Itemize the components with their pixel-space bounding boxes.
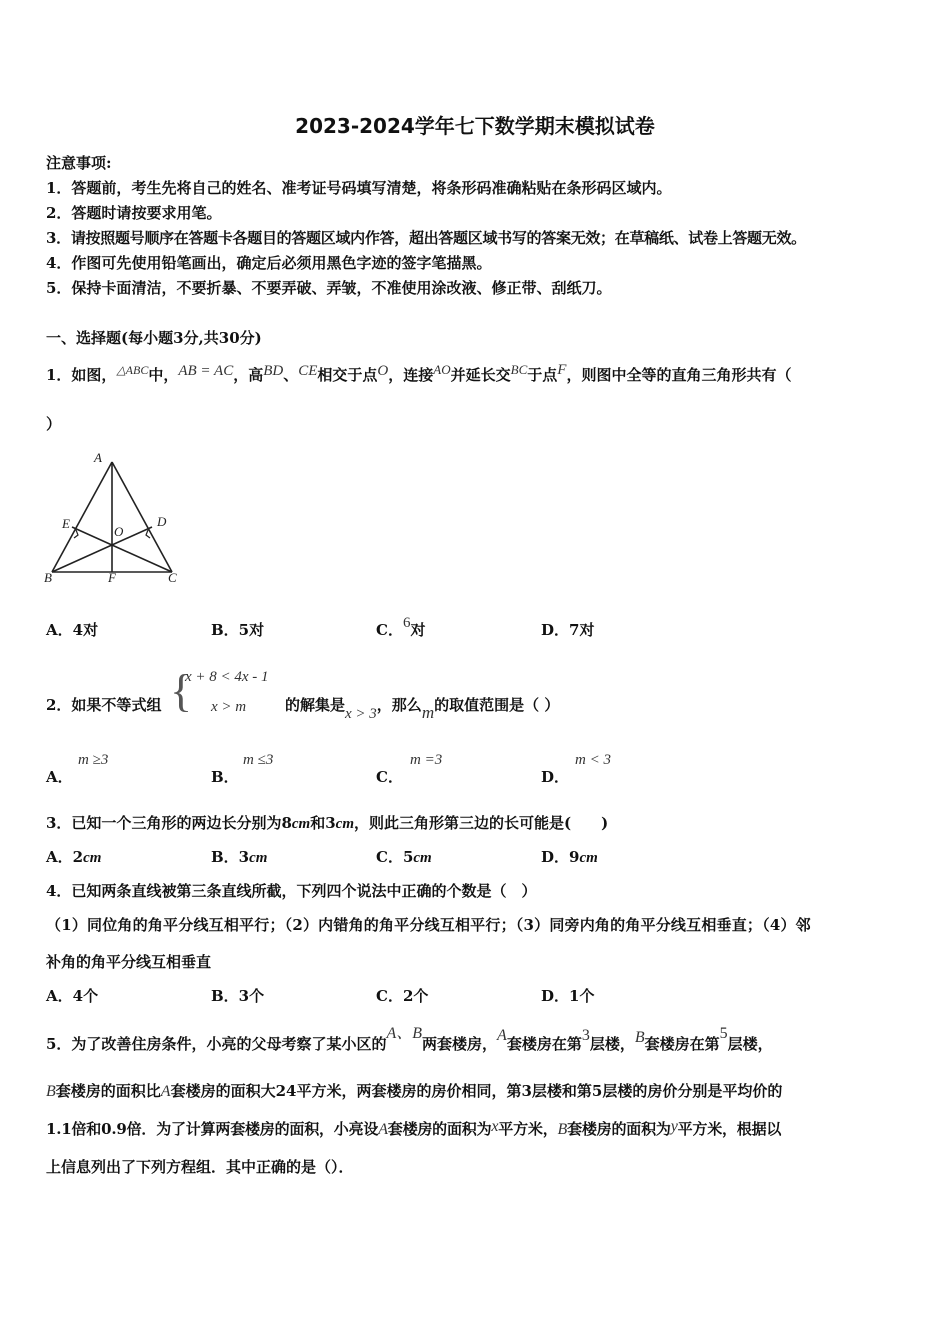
q5-text: 5．为了改善住房条件，小亮的父母考察了某小区的 [46,1035,387,1053]
q1-math: BD [263,363,284,379]
q1-option-c[interactable] [376,615,426,640]
q5-text: 平方米，根据以 [677,1120,782,1138]
q1-text: ，则图中全等的直角三角形共有（ [566,366,792,384]
q5-text: 套楼房的面积为 [567,1120,671,1138]
q1-math: CE [298,363,318,379]
notice-heading: 注意事项: [46,154,112,172]
q1-close-paren: ） [46,415,62,433]
section-heading: 一、选择题(每小题3分,共30分) [46,329,262,347]
q5-math: y [670,1118,678,1135]
q5-text: 平方米， [498,1120,558,1138]
q3-unit: cm [291,816,311,832]
q1-text: 于点 [527,366,558,384]
q1-math: O [377,363,389,379]
q2-option-a-math: m ≥3 [78,752,109,768]
q2-option-b[interactable]: B． [211,768,239,786]
q2-system-line2: x > m [211,699,247,715]
q1-text: 1．如图， [46,366,117,384]
q5-math: B [557,1121,568,1138]
q2-stem [285,694,560,722]
q3-option-unit: cm [579,850,598,866]
q1-text: ，连接 [388,366,434,384]
q5-line1 [46,1025,773,1054]
q2-text: 的取值范围是（ ） [434,696,560,714]
label-o: O [114,524,124,539]
q1-math: △ABC [116,363,149,377]
q3-option-label: D．9 [541,848,580,866]
q5-math: x [491,1118,499,1135]
q3-option-unit: cm [413,850,432,866]
label-c: C [168,570,177,585]
q1-text: 中， [148,366,179,384]
q2-text: 2．如果不等式组 [46,696,162,714]
q3-text: ，则此三角形第三边的长可能是( ) [353,814,609,832]
label-e: E [62,516,70,531]
side-ab [52,462,112,572]
q3-option-label: C．5 [376,848,414,866]
q5-line3 [46,1118,781,1139]
altitude-bd [52,527,152,572]
q5-text: 层楼， [589,1035,635,1053]
q5-text: 套楼房的面积为 [387,1120,492,1138]
label-f: F [108,570,116,585]
q5-text: 层楼， [727,1035,773,1053]
q4-stem: 4．已知两条直线被第三条直线所截，下列四个说法中正确的个数是（ ） [46,882,537,900]
q1-math: F [557,362,567,378]
q2-math: m [421,703,435,722]
q4-option-d[interactable]: D．1个 [541,987,595,1005]
q2-math: x > 3 [345,706,377,722]
q5-text: 套楼房在第 [506,1035,582,1053]
q1-option-a[interactable]: A．4对 [46,621,99,639]
q5-math: A [160,1083,171,1100]
q5-math: A [378,1121,388,1138]
triangle-figure [40,448,190,590]
q4-option-a[interactable]: A．4个 [46,987,99,1005]
q5-math: A、B [386,1025,423,1042]
q5-math: B [46,1083,56,1100]
q5-math: B [634,1029,645,1046]
question-3-stem [46,812,608,833]
q2-text: 的解集是 [285,696,346,714]
q2-option-b-math: m ≤3 [243,752,274,768]
q1-text: 并延长交 [450,366,511,384]
q5-line4: 上信息列出了下列方程组．其中正确的是（）． [46,1158,354,1176]
q5-text: 1.1倍和0.9倍．为了计算两套楼房的面积，小亮设 [46,1120,379,1138]
q2-option-d[interactable]: D． [541,768,570,786]
q5-math: A [497,1027,507,1044]
q2-option-a[interactable]: A． [46,768,73,786]
q2-option-d-math: m < 3 [575,752,611,768]
q5-line2 [46,1080,782,1101]
q3-text: 和3 [310,814,336,832]
q1-text: 、 [283,366,299,384]
q3-option-unit: cm [249,850,268,866]
q3-text: 3．已知一个三角形的两边长分别为8 [46,814,292,832]
notice-item: 1．答题前，考生先将自己的姓名、准考证号码填写清楚，将条形码准确粘贴在条形码区域内。 [46,179,672,197]
q3-option-unit: cm [83,850,102,866]
q1-math: BC [510,362,528,377]
label-d: D [157,514,167,529]
q3-option-c[interactable] [376,846,432,867]
q3-option-label: A．2 [46,848,84,866]
q3-option-label: B．3 [211,848,250,866]
q5-text: 套楼房在第 [644,1035,720,1053]
label-a: A [94,450,102,465]
q2-option-c[interactable]: C． [376,768,403,786]
q3-option-a[interactable] [46,846,101,867]
q2-system-line1: x + 8 < 4x - 1 [185,669,269,685]
brace-icon: { [170,665,193,716]
question-1-stem [46,364,791,385]
q1-math: AO [433,362,451,377]
q4-option-b[interactable]: B．3个 [211,987,265,1005]
notice-item: 5．保持卡面清洁，不要折暴、不要弄破、弄皱，不准使用涂改液、修正带、刮纸刀。 [46,279,612,297]
q1-math: AB = AC [178,363,234,379]
q4-statements: （1）同位角的角平分线互相平行；（2）内错角的角平分线互相平行；（3）同旁内角的角平分线互相垂直；（4）邻 [46,916,811,934]
q3-option-d[interactable] [541,846,598,867]
q5-math: 5 [719,1025,728,1042]
q5-text: 套楼房的面积大24平方米，两套楼房的房价相同，第3层楼和第5层楼的房价分别是平均价的 [170,1082,783,1100]
q1-option-d[interactable]: D．7对 [541,621,595,639]
q5-math: 3 [581,1027,590,1044]
page-title: 2023-2024学年七下数学期末模拟试卷 [295,114,655,138]
q5-text: 两套楼房， [422,1035,498,1053]
q4-option-c[interactable]: C．2个 [376,987,429,1005]
q1-text: ，高 [233,366,264,384]
label-b: B [44,570,52,585]
q1-text: 相交于点 [317,366,378,384]
q2-option-c-math: m =3 [410,752,443,768]
q3-unit: cm [335,816,354,832]
q1-option-c-unit: 对 [410,621,426,639]
q5-text: 套楼房的面积比 [55,1082,161,1100]
q1-option-c-number: 6 [402,615,411,631]
notice-item: 3．请按照题号顺序在答题卡各题目的答题区域内作答，超出答题区域书写的答案无效；在草稿纸、试卷上答题无效。 [46,229,806,247]
q4-statements-cont: 补角的角平分线互相垂直 [46,953,212,971]
q1-option-b[interactable]: B．5对 [211,621,265,639]
q1-option-c-label: C． [376,621,403,639]
notice-item: 4．作图可先使用铅笔画出，确定后必须用黑色字迹的签字笔描黑。 [46,254,492,272]
q2-text: ，那么 [376,696,422,714]
q3-option-b[interactable] [211,846,267,867]
notice-item: 2．答题时请按要求用笔。 [46,204,222,222]
